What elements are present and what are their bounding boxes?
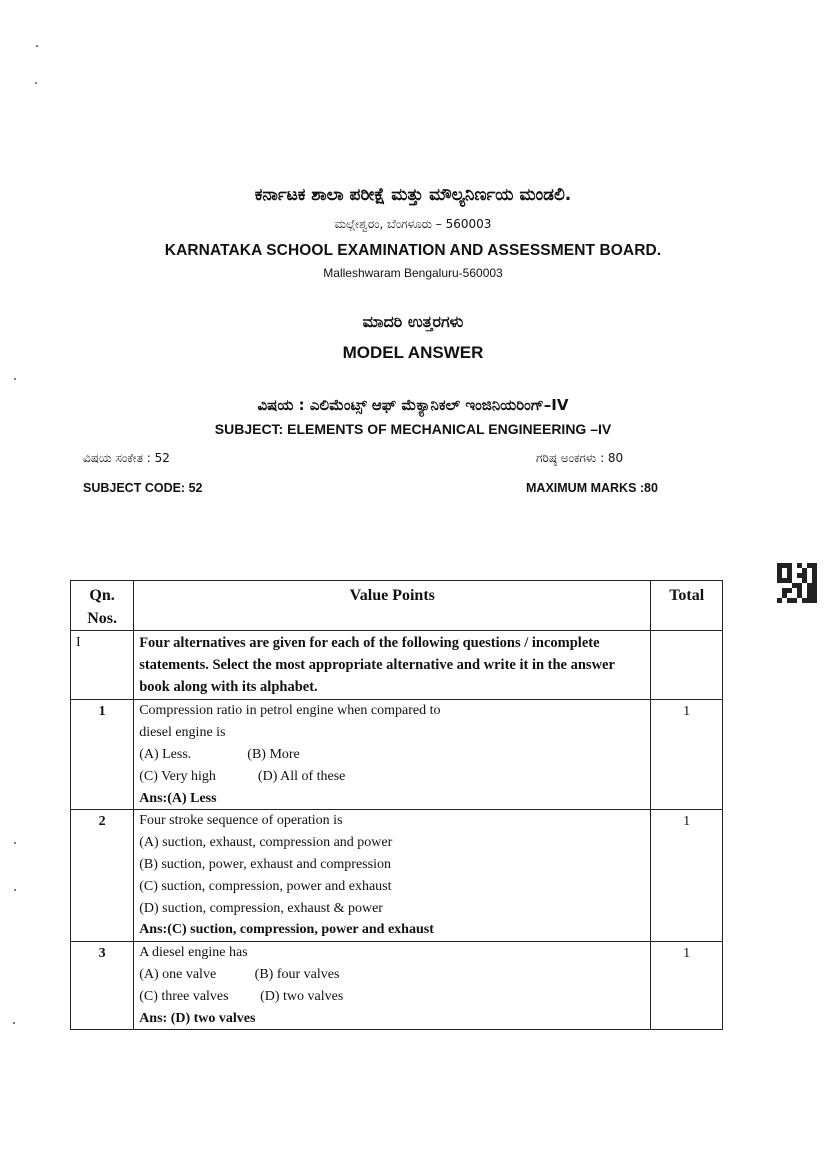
total-header: Total <box>651 581 723 631</box>
question-cell <box>134 700 651 810</box>
section-instruction: Four alternatives are given for each of the following questions / incomplete statements. Select the most appropriate alternative and write it in the answer book along with its alphabet. <box>134 631 651 700</box>
question-cell <box>134 810 651 942</box>
answer-table <box>70 580 723 1030</box>
question-options: (A) Less. (B) More (C) Very high (D) All of these <box>139 746 346 784</box>
kannada-board-address: ಮಲ್ಲೇಶ್ವರಂ, ಬೆಂಗಳೂರು – 560003 <box>334 217 492 231</box>
table-row <box>71 810 723 942</box>
value-points-header: Value Points <box>134 581 651 631</box>
scan-speck <box>13 1022 15 1024</box>
question-text: A diesel engine has <box>139 945 248 961</box>
question-number: 1 <box>71 700 134 810</box>
board-address: Malleshwaram Bengaluru-560003 <box>323 266 503 280</box>
section-row <box>71 631 723 700</box>
subject-code: SUBJECT CODE: 52 <box>83 481 203 495</box>
kannada-maximum-marks: ಗರಿಷ್ಠ ಅಂಕಗಳು : 80 <box>536 451 624 465</box>
scan-speck <box>14 842 16 844</box>
question-answer: Ans:(A) Less <box>139 790 217 806</box>
scan-speck <box>14 378 16 380</box>
question-number: 3 <box>71 942 134 1030</box>
question-number-header: Qn. Nos. <box>71 581 134 631</box>
maximum-marks: MAXIMUM MARKS :80 <box>526 481 658 495</box>
section-total <box>651 631 723 700</box>
question-total: 1 <box>651 942 723 1030</box>
table-row <box>71 942 723 1030</box>
question-answer: Ans:(C) suction, compression, power and exhaust <box>139 922 434 938</box>
question-number: 2 <box>71 810 134 942</box>
scan-speck <box>35 82 37 84</box>
section-number: I <box>71 631 134 700</box>
table-row <box>71 700 723 810</box>
scan-speck <box>36 45 38 47</box>
kannada-model-answer-heading: ಮಾದರಿ ಉತ್ತರಗಳು <box>362 312 464 331</box>
question-total: 1 <box>651 810 723 942</box>
model-answer-heading: MODEL ANSWER <box>342 343 484 362</box>
question-total: 1 <box>651 700 723 810</box>
qr-code-icon <box>777 563 817 603</box>
table-header-row <box>71 581 723 631</box>
question-text: Four stroke sequence of operation is <box>139 813 343 829</box>
board-title: KARNATAKA SCHOOL EXAMINATION AND ASSESSMENT BOARD. <box>164 242 662 259</box>
question-text: Compression ratio in petrol engine when compared to diesel engine is <box>139 703 441 741</box>
question-cell <box>134 942 651 1030</box>
question-options: (A) one valve (B) four valves (C) three valves (D) two valves <box>139 966 344 1004</box>
kannada-board-title: ಕರ್ನಾಟಕ ಶಾಲಾ ಪರೀಕ್ಷೆ ಮತ್ತು ಮೌಲ್ಯನಿರ್ಣಯ ಮಂಡಲಿ. <box>254 185 572 205</box>
kannada-subject-code: ವಿಷಯ ಸಂಕೇತ : 52 <box>83 451 170 465</box>
subject-title: SUBJECT: ELEMENTS OF MECHANICAL ENGINEERING –IV <box>214 421 612 437</box>
scan-speck <box>14 889 16 891</box>
question-answer: Ans: (D) two valves <box>139 1010 256 1026</box>
question-options: (A) suction, exhaust, compression and power (B) suction, power, exhaust and compression (C) suction, compression, power and exhaust (D) suction, compression, exhaust & power <box>139 835 393 916</box>
kannada-subject-title: ವಿಷಯ : ಎಲಿಮೆಂಟ್ಸ್ ಆಫ್ ಮೆಕ್ಯಾನಿಕಲ್ ಇಂಜಿನಿಯರಿಂಗ್–IV <box>257 396 569 414</box>
